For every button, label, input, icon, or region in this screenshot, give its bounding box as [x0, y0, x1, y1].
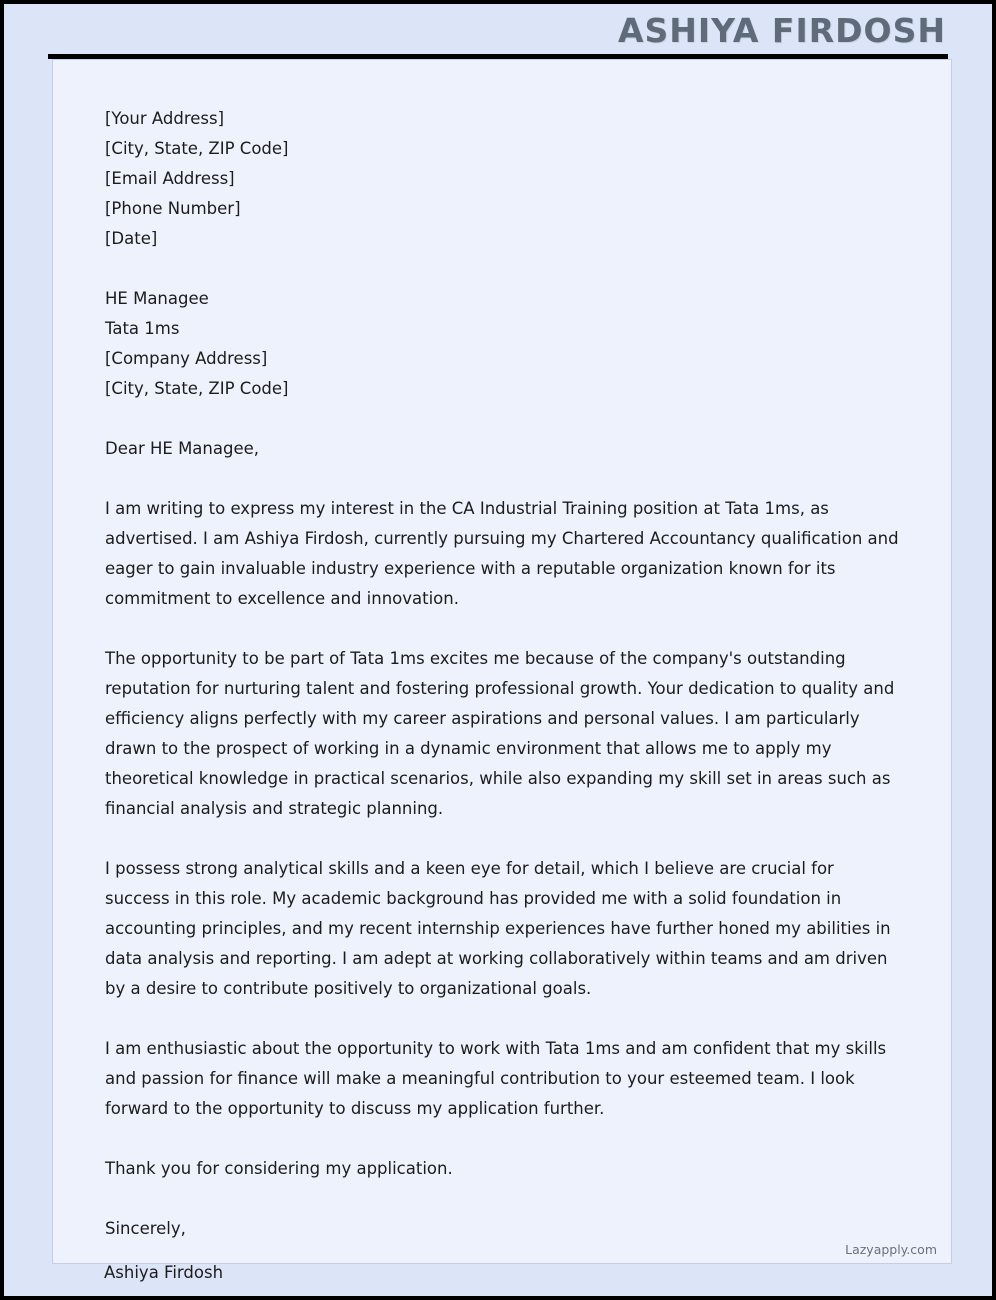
thanks-line: Thank you for considering my application.	[105, 1159, 453, 1178]
signature-name: Ashiya Firdosh	[104, 1263, 224, 1282]
body-paragraph: I am enthusiastic about the opportunity to work with Tata 1ms and am confident that my skills and passion for finance will make a meaningful contribution to your esteemed team. I look forward to the opportunity to discuss my application further.	[105, 1039, 887, 1118]
body-paragraph: The opportunity to be part of Tata 1ms excites me because of the company's outstanding reputation for nurturing talent and fostering professional growth. Your dedication to quality and efficiency aligns perfectly with my career aspirations and personal values. I am particularly drawn to the prospect of working in a dynamic environment that allows me to apply my theoretical knowledge in practical scenarios, while also expanding my skill set in areas such as financial analysis and strategic planning.	[105, 649, 895, 818]
block-spacer	[105, 404, 901, 434]
page-title: ASHIYA FIRDOSH	[617, 10, 946, 50]
recipient-address-line: [City, State, ZIP Code]	[105, 379, 289, 398]
sender-address-line: [Date]	[105, 229, 158, 248]
block-spacer	[105, 254, 901, 284]
body-paragraph: I possess strong analytical skills and a keen eye for detail, which I believe are crucial for success in this role. My academic background has provided me with a solid foundation in accounting principles, and my recent internship experiences have further honed my abilities in data analysis and reporting. I am adept at working collaboratively within teams and am driven by a desire to contribute positively to organizational goals.	[105, 859, 891, 998]
letter-sheet	[52, 59, 952, 1264]
sender-address-block	[105, 104, 901, 254]
recipient-address-line: Tata 1ms	[105, 319, 180, 338]
document-header	[4, 4, 992, 56]
sender-address-line: [Phone Number]	[105, 199, 241, 218]
recipient-address-block	[105, 284, 901, 404]
closing-line: Sincerely,	[105, 1219, 186, 1238]
sender-address-line: [Your Address]	[105, 109, 225, 128]
watermark: Lazyapply.com	[845, 1242, 937, 1257]
sender-address-line: [Email Address]	[105, 169, 235, 188]
body-paragraph: I am writing to express my interest in the CA Industrial Training position at Tata 1ms, as advertised. I am Ashiya Firdosh, currently pursuing my Chartered Accountancy qualification and eager to gain invaluable industry experience with a reputable organization known for its commitment to excellence and innovation.	[105, 499, 899, 608]
salutation: Dear HE Managee,	[105, 439, 260, 458]
recipient-address-line: HE Managee	[105, 289, 209, 308]
recipient-address-line: [Company Address]	[105, 349, 268, 368]
sender-address-line: [City, State, ZIP Code]	[105, 139, 289, 158]
